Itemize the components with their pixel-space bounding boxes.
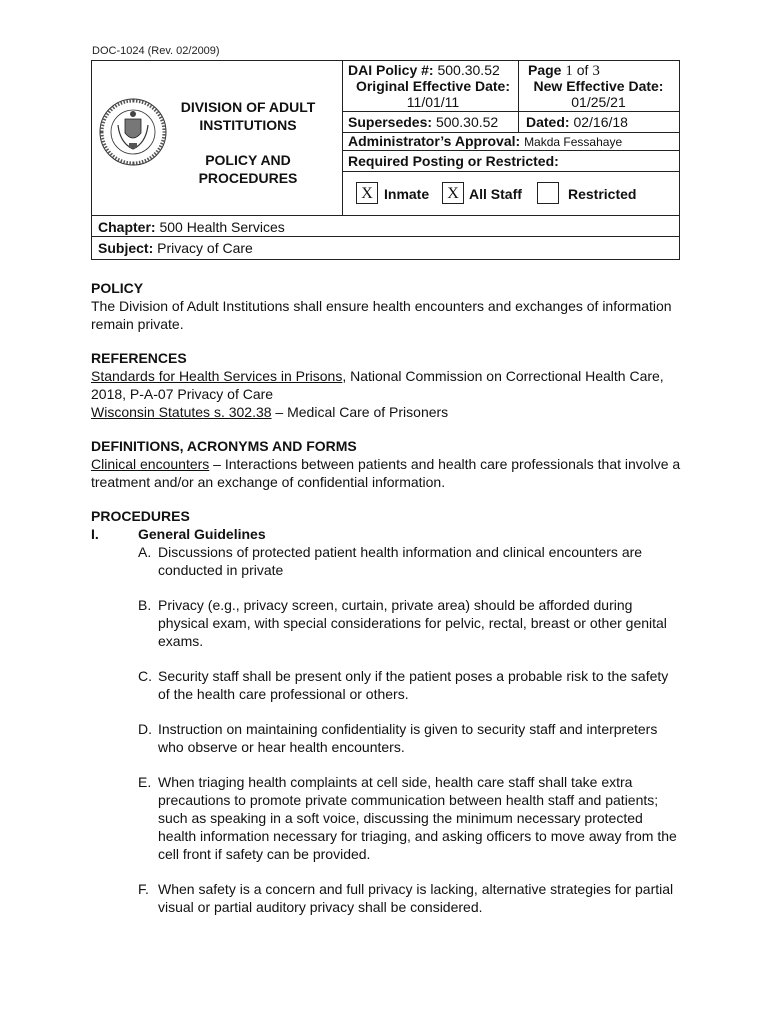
all-staff-checkbox[interactable]: X — [442, 182, 464, 204]
restricted-label: Restricted — [568, 186, 637, 202]
restricted-checkbox[interactable] — [537, 182, 559, 204]
header-rule — [342, 111, 679, 112]
box-rule — [92, 236, 679, 237]
required-posting-label: Required Posting or Restricted: — [348, 153, 559, 169]
administrator-approval: Administrator’s Approval: Makda Fessahaye — [348, 133, 623, 149]
new-effective-date: 01/25/21 — [571, 94, 626, 110]
references-heading: REFERENCES — [91, 350, 187, 366]
dated: Dated: 02/16/18 — [526, 114, 628, 130]
policy-body — [91, 279, 681, 916]
dai-policy-number: DAI Policy #: 500.30.52 — [348, 62, 500, 78]
reference-item: Wisconsin Statutes s. 302.38 – Medical Care of Prisoners — [91, 404, 449, 420]
list-item: A. Discussions of protected patient health information and clinical encounters are conducted in private — [138, 544, 643, 578]
reference-link[interactable]: Wisconsin Statutes s. 302.38 — [91, 404, 272, 420]
subject: Subject: Privacy of Care — [98, 240, 253, 256]
header-rule — [342, 171, 679, 172]
policy-header-table — [91, 60, 680, 216]
new-effective-date-label: New Effective Date: — [533, 78, 664, 94]
original-effective-date: 11/01/11 — [406, 94, 460, 110]
list-item: C. Security staff shall be present only if the patient poses a probable risk to the safety of the health care professional or others. — [138, 668, 669, 702]
reference-item: Standards for Health Services in Prisons, National Commission on Correctional Health Care, 2018, P-A-07 Privacy of Care — [91, 368, 664, 402]
definitions-heading: DEFINITIONS, ACRONYMS AND FORMS — [91, 438, 357, 454]
procedures-heading: PROCEDURES — [91, 508, 190, 524]
original-effective-date-label: Original Effective Date: — [355, 78, 511, 94]
division-title: DIVISION OF ADULT INSTITUTIONS — [180, 99, 316, 133]
inmate-label: Inmate — [384, 186, 430, 202]
document-form-number: DOC-1024 (Rev. 02/2009) — [92, 45, 220, 57]
policy-text: The Division of Adult Institutions shall ensure health encounters and exchanges of information remain private. — [91, 298, 672, 332]
policy-procedures-title: POLICY AND PROCEDURES — [198, 152, 298, 186]
supersedes: Supersedes: 500.30.52 — [348, 114, 499, 130]
chapter: Chapter: 500 Health Services — [98, 219, 285, 235]
header-divider — [342, 61, 343, 216]
section-heading: I. General Guidelines — [91, 526, 266, 542]
list-item: D. Instruction on maintaining confidentiality is given to security staff and interpreters who observe or hear health encounters. — [138, 721, 658, 755]
definition-term: Clinical encounters — [91, 456, 210, 472]
list-item: E. When triaging health complaints at cell side, health care staff shall take extra precautions to promote private communication between health staff and patients; such as speaking in a soft voice, discussing the minimum necessary protected health information necessary for triaging, and asking officers to move away from the cell front if safety can be provided. — [138, 774, 677, 862]
wisconsin-seal-icon — [98, 97, 168, 167]
chapter-subject-box — [91, 215, 680, 260]
inmate-checkbox[interactable]: X — [356, 182, 378, 204]
definition-item: Clinical encounters – Interactions between patients and health care professionals that involve a treatment and/or an exchange of confidential information. — [91, 456, 681, 490]
reference-link[interactable]: Standards for Health Services in Prisons — [91, 368, 343, 384]
list-item: B. Privacy (e.g., privacy screen, curtain, private area) should be afforded during physical exam, with special considerations for pelvic, rectal, breast or other genital exams. — [138, 597, 667, 649]
page-indicator: Page 1 of 3 — [528, 62, 600, 79]
list-item: F. When safety is a concern and full privacy is lacking, alternative strategies for partial visual or partial auditory privacy shall be considered. — [138, 881, 674, 915]
policy-heading: POLICY — [91, 280, 144, 296]
all-staff-label: All Staff — [469, 186, 522, 202]
